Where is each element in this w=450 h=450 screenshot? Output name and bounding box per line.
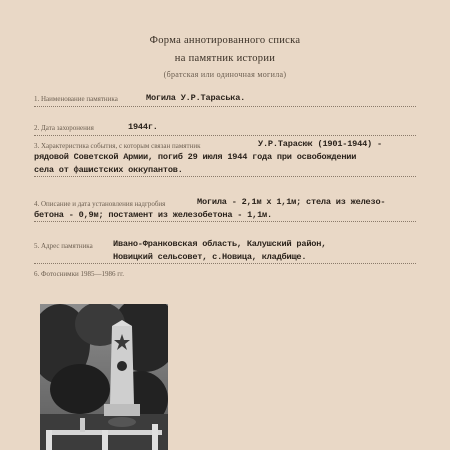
field-4-dots	[34, 221, 416, 222]
field-4-value-line2: бетона - 0,9м; постамент из железобетона - 1,1м.	[34, 210, 272, 220]
field-4-value-line1: Могила - 2,1м х 1,1м; стела из железо-	[197, 197, 386, 207]
field-1-dots	[34, 106, 416, 107]
field-1-value: Могила У.Р.Тараська.	[146, 93, 246, 103]
field-3-value-line1: У.Р.Тарасюк (1901-1944) -	[258, 139, 382, 149]
field-1-label: 1. Наименование памятника	[34, 95, 118, 103]
field-2-label: 2. Дата захоронения	[34, 124, 94, 132]
field-2-dots	[34, 135, 416, 136]
field-3-value-line3: села от фашистских оккупантов.	[34, 165, 183, 175]
monument-photo	[40, 304, 168, 450]
field-6-label: 6. Фотоснимки 1985—1986 гг.	[34, 270, 124, 278]
form-subtitle: на памятник истории	[174, 53, 276, 64]
field-5-value-line1: Ивано-Франковская область, Калушский район,	[113, 239, 327, 249]
field-5-value-line2: Новицкий сельсовет, с.Новица, кладбище.	[113, 252, 307, 262]
field-5-dots	[34, 263, 416, 264]
form-note: (братская или одиночная могила)	[163, 70, 287, 79]
field-3-dots	[34, 176, 416, 177]
field-4-label: 4. Описание и дата установления надгробия	[34, 200, 166, 208]
form-title: Форма аннотированного списка	[149, 35, 301, 46]
field-5-label: 5. Адрес памятника	[34, 242, 93, 250]
field-3-label: 3. Характеристика события, с которым связан памятник	[34, 142, 201, 150]
field-3-value-line2: рядовой Советской Армии, погиб 29 июля 1944 года при освобождении	[34, 152, 357, 162]
field-2-value: 1944г.	[128, 122, 158, 132]
